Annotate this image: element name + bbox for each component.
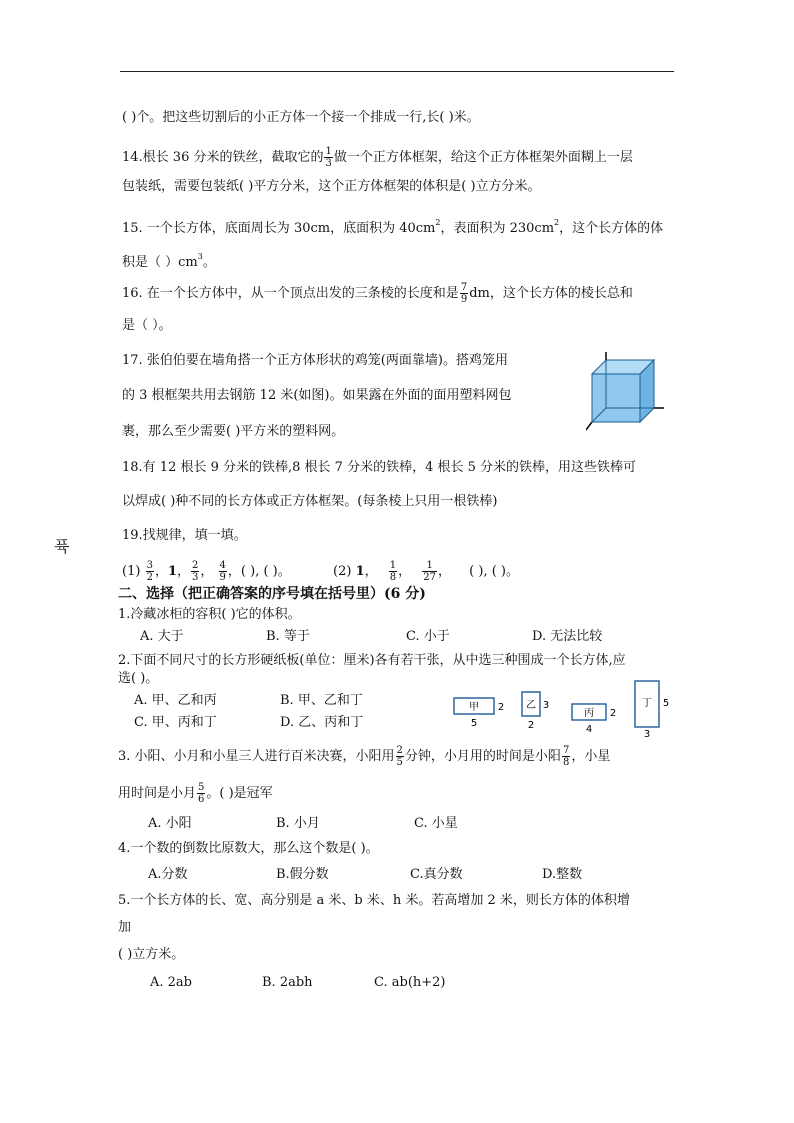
rect-ding bbox=[635, 681, 669, 738]
mc5-question-line1: 5.一个长方体的长、宽、高分别是 a 米、b 米、h 米。若高增加 2 米，则长方体的体积增 bbox=[118, 893, 630, 908]
rect-jia-width: 5 bbox=[470, 718, 478, 729]
rect-bing-label: 丙 bbox=[584, 708, 594, 719]
q18-line1: 18.有 12 根长 9 分米的铁棒,8 根长 7 分米的铁棒，4 根长 5 分米的铁棒，用这些铁棒可 bbox=[122, 460, 637, 475]
fraction: $\frac{1}{3}$ bbox=[325, 146, 332, 169]
mc5-question-line3: ( )立方米。 bbox=[118, 947, 185, 962]
mc2-question-line1: 2.下面不同尺寸的长方形硬纸板(单位：厘米)各有若干张，从中选三种围成一个长方体,应 bbox=[118, 653, 626, 668]
mc1-option-d: D. 无法比较 bbox=[532, 629, 603, 644]
rect-bing bbox=[572, 704, 616, 735]
mc5-question-line2: 加 bbox=[118, 920, 132, 935]
rect-jia bbox=[454, 698, 504, 729]
margin-character: 퓩 bbox=[54, 537, 70, 556]
q14-line1: 14.根长 36 分米的铁丝，截取它的 $\frac{1}{3}$ 做一个正方体框架，给这个正方体框架外面糊上一层 bbox=[122, 146, 633, 169]
mc2-question-line2: 选( )。 bbox=[118, 671, 159, 686]
q15-line1: 15. 一个长方体，底面周长为 30cm，底面积为 $40cm^2$，表面积为 $230cm^2$，这个长方体的体 bbox=[122, 218, 664, 236]
mc1-question: 1.冷藏冰柜的容积( )它的体积。 bbox=[118, 607, 301, 622]
mc3-option-a: A. 小阳 bbox=[148, 816, 192, 831]
mc3-line2: 用时间是小月 $\frac{5}{6}$ 。( )是冠军 bbox=[118, 782, 273, 805]
rect-yi-width: 2 bbox=[527, 720, 535, 731]
mc1-option-b: B. 等于 bbox=[266, 629, 310, 644]
q13-continuation: ( )个。把这些切割后的小正方体一个接一个排成一行,长( )米。 bbox=[122, 110, 480, 125]
q15-line2: 积是（ ）$cm^3$。 bbox=[122, 252, 216, 270]
rect-ding-height: 5 bbox=[662, 698, 670, 709]
mc5-option-a: A. 2ab bbox=[150, 975, 192, 990]
q18-line2: 以焊成( )种不同的长方体或正方体框架。(每条棱上只用一根铁棒) bbox=[122, 494, 498, 509]
cube-figure bbox=[586, 352, 664, 434]
mc5-option-c: C. ab(h+2) bbox=[374, 975, 446, 990]
header-rule bbox=[120, 71, 674, 72]
mc3-option-b: B. 小月 bbox=[276, 816, 320, 831]
mc3-option-c: C. 小星 bbox=[414, 816, 458, 831]
q14-line2: 包装纸，需要包装纸( )平方分米，这个正方体框架的体积是( )立方分米。 bbox=[122, 179, 541, 194]
rect-jia-label: 甲 bbox=[469, 702, 479, 713]
rect-yi-height: 3 bbox=[542, 700, 550, 711]
rect-ding-width: 3 bbox=[643, 729, 651, 738]
q19-title: 19.找规律，填一填。 bbox=[122, 528, 247, 543]
cardboard-rectangles-figure bbox=[445, 678, 685, 738]
mc3-line1: 3. 小阳、小月和小星三人进行百米决赛，小阳用 $\frac{2}{5}$ 分钟，小月用的时间是小阳 $\frac{7}{8}$ ，小星 bbox=[118, 745, 611, 768]
q17-line2: 的 3 根框架共用去钢筋 12 米(如图)。如果露在外面的面用塑料网包 bbox=[122, 388, 512, 403]
mc4-option-a: A.分数 bbox=[148, 867, 188, 882]
rect-bing-height: 2 bbox=[609, 708, 617, 719]
rect-jia-height: 2 bbox=[497, 702, 505, 713]
fraction: $\frac{7}{9}$ bbox=[460, 282, 468, 305]
section2-title: 二、选择（把正确答案的序号填在括号里）(6 分) bbox=[118, 586, 426, 602]
rect-yi-label: 乙 bbox=[526, 700, 536, 711]
q17-line1: 17. 张伯伯要在墙角搭一个正方体形状的鸡笼(两面靠墙)。搭鸡笼用 bbox=[122, 353, 508, 368]
mc1-option-c: C. 小于 bbox=[406, 629, 450, 644]
q19-patterns: (1) $\frac{3}{2}$ ，1， $\frac{2}{3}$ ， $\frac{4}{9}$ ，( ), ( )。 (2) 1， $\frac{1}{8}$ ， $\frac{1}{27}$ ， ( ), ( )。 bbox=[122, 560, 519, 583]
mc4-option-c: C.真分数 bbox=[410, 867, 463, 882]
rect-bing-width: 4 bbox=[585, 724, 593, 735]
mc5-option-b: B. 2abh bbox=[262, 975, 313, 990]
mc2-option-b: B. 甲、乙和丁 bbox=[280, 693, 363, 708]
rect-ding-label: 丁 bbox=[642, 698, 652, 709]
mc2-option-d: D. 乙、丙和丁 bbox=[280, 715, 364, 730]
mc2-option-c: C. 甲、丙和丁 bbox=[134, 715, 217, 730]
rect-yi bbox=[522, 692, 549, 731]
q16-line2: 是（ ）。 bbox=[122, 318, 172, 333]
mc4-option-d: D.整数 bbox=[542, 867, 583, 882]
mc4-option-b: B.假分数 bbox=[276, 867, 329, 882]
q17-line3: 裹，那么至少需要( )平方米的塑料网。 bbox=[122, 424, 345, 439]
mc4-question: 4.一个数的倒数比原数大，那么这个数是( )。 bbox=[118, 841, 379, 856]
q16-line1: 16. 在一个长方体中，从一个顶点出发的三条棱的长度和是 $\frac{7}{9}$ dm，这个长方体的棱长总和 bbox=[122, 282, 633, 305]
mc1-option-a: A. 大于 bbox=[140, 629, 184, 644]
mc2-option-a: A. 甲、乙和丙 bbox=[134, 693, 217, 708]
